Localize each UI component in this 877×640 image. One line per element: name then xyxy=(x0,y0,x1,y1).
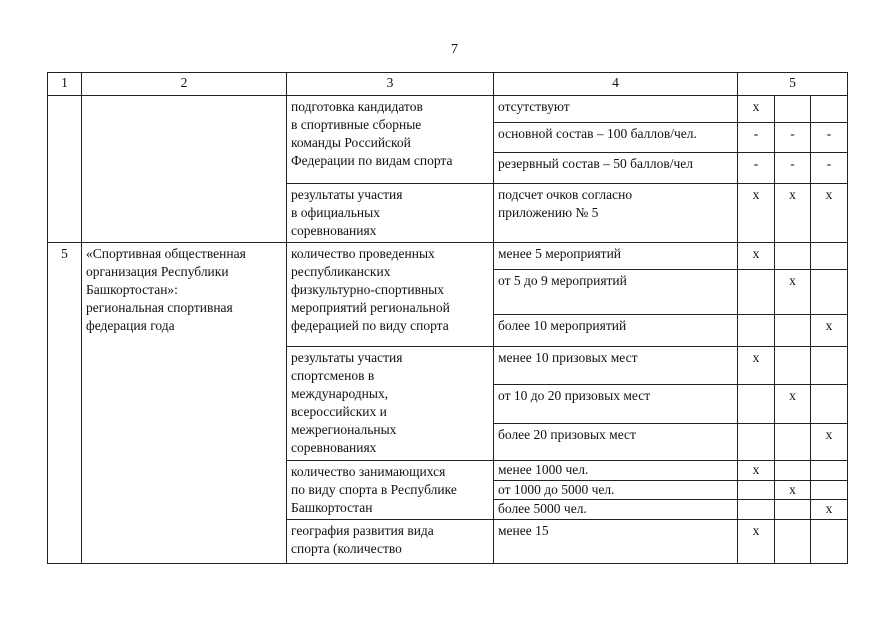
text-line: результаты участия xyxy=(291,350,403,365)
mark-cell: - xyxy=(811,153,848,184)
condition-cell: более 5000 чел. xyxy=(494,500,738,520)
mark-cell xyxy=(811,480,848,500)
condition-cell: менее 10 призовых мест xyxy=(494,347,738,385)
criteria-table xyxy=(47,72,848,564)
mark-cell xyxy=(775,424,811,461)
table-row xyxy=(48,96,848,123)
text-line: в официальных xyxy=(291,205,380,220)
text-line: подготовка кандидатов xyxy=(291,99,423,114)
condition-cell: менее 5 мероприятий xyxy=(494,243,738,270)
mark-cell xyxy=(811,461,848,481)
mark-cell xyxy=(811,270,848,315)
organization-cell xyxy=(82,243,287,564)
condition-cell: менее 15 xyxy=(494,520,738,564)
mark-cell: x xyxy=(775,270,811,315)
criterion-cell xyxy=(287,184,494,243)
mark-cell xyxy=(775,96,811,123)
text-line: подсчет очков согласно xyxy=(498,187,633,202)
text-line: приложению № 5 xyxy=(498,205,599,220)
condition-cell: менее 1000 чел. xyxy=(494,461,738,481)
text-line: по виду спорта в Республике xyxy=(291,482,457,497)
criterion-cell xyxy=(287,461,494,520)
mark-cell xyxy=(811,347,848,385)
mark-cell xyxy=(738,270,775,315)
text-line: соревнованиях xyxy=(291,440,377,455)
text-line: спорта (количество xyxy=(291,541,402,556)
mark-cell xyxy=(775,520,811,564)
text-line: федерацией по виду спорта xyxy=(291,318,449,333)
condition-cell xyxy=(494,184,738,243)
mark-cell: x xyxy=(775,385,811,424)
condition-cell: отсутствуют xyxy=(494,96,738,123)
text-line: Федерации по видам спорта xyxy=(291,153,453,168)
mark-cell: x xyxy=(811,184,848,243)
text-line: республиканских xyxy=(291,264,391,279)
text-line: команды Российской xyxy=(291,135,411,150)
mark-cell xyxy=(775,347,811,385)
header-cell: 1 xyxy=(48,73,82,96)
mark-cell: x xyxy=(811,424,848,461)
mark-cell: x xyxy=(738,96,775,123)
criterion-cell xyxy=(287,96,494,184)
text-line: количество проведенных xyxy=(291,246,435,261)
mark-cell xyxy=(811,385,848,424)
text-line: спортсменов в xyxy=(291,368,375,383)
text-line: организация Республики xyxy=(86,264,229,279)
text-line: региональная спортивная xyxy=(86,300,233,315)
mark-cell: x xyxy=(738,184,775,243)
mark-cell: x xyxy=(811,500,848,520)
text-line: в спортивные сборные xyxy=(291,117,422,132)
mark-cell xyxy=(775,461,811,481)
mark-cell: x xyxy=(738,243,775,270)
text-line: Башкортостан»: xyxy=(86,282,178,297)
text-line: федерация года xyxy=(86,318,175,333)
page-number: 7 xyxy=(451,42,458,57)
text-line: результаты участия xyxy=(291,187,403,202)
organization-cell xyxy=(82,96,287,243)
mark-cell: x xyxy=(738,520,775,564)
condition-cell: от 1000 до 5000 чел. xyxy=(494,480,738,500)
mark-cell xyxy=(811,243,848,270)
mark-cell: x xyxy=(738,347,775,385)
condition-cell: более 10 мероприятий xyxy=(494,315,738,347)
header-cell: 3 xyxy=(287,73,494,96)
table-row xyxy=(48,243,848,270)
number-cell: 5 xyxy=(48,243,82,564)
mark-cell xyxy=(738,315,775,347)
mark-cell: x xyxy=(738,461,775,481)
mark-cell: - xyxy=(775,153,811,184)
condition-cell: от 10 до 20 призовых мест xyxy=(494,385,738,424)
condition-cell: более 20 призовых мест xyxy=(494,424,738,461)
mark-cell: x xyxy=(811,315,848,347)
mark-cell xyxy=(811,520,848,564)
text-line: международных, xyxy=(291,386,389,401)
text-line: Башкортостан xyxy=(291,500,373,515)
mark-cell xyxy=(738,500,775,520)
mark-cell xyxy=(738,424,775,461)
text-line: «Спортивная общественная xyxy=(86,246,246,261)
text-line: соревнованиях xyxy=(291,223,377,238)
text-line: мероприятий региональной xyxy=(291,300,450,315)
condition-cell: основной состав – 100 баллов/чел. xyxy=(494,123,738,153)
criterion-cell xyxy=(287,243,494,347)
text-line: межрегиональных xyxy=(291,422,397,437)
mark-cell: - xyxy=(738,153,775,184)
header-cell: 2 xyxy=(82,73,287,96)
condition-cell: от 5 до 9 мероприятий xyxy=(494,270,738,315)
mark-cell: - xyxy=(775,123,811,153)
criterion-cell xyxy=(287,347,494,461)
mark-cell xyxy=(775,315,811,347)
mark-cell: - xyxy=(811,123,848,153)
mark-cell: - xyxy=(738,123,775,153)
mark-cell xyxy=(775,243,811,270)
criterion-cell xyxy=(287,520,494,564)
number-cell xyxy=(48,96,82,243)
text-line: география развития вида xyxy=(291,523,434,538)
header-row xyxy=(48,73,848,96)
mark-cell xyxy=(738,385,775,424)
condition-cell: резервный состав – 50 баллов/чел xyxy=(494,153,738,184)
text-line: физкультурно-спортивных xyxy=(291,282,444,297)
mark-cell xyxy=(811,96,848,123)
text-line: всероссийских и xyxy=(291,404,387,419)
mark-cell xyxy=(775,500,811,520)
mark-cell: x xyxy=(775,480,811,500)
header-cell: 4 xyxy=(494,73,738,96)
header-cell: 5 xyxy=(738,73,848,96)
mark-cell: x xyxy=(775,184,811,243)
text-line: количество занимающихся xyxy=(291,464,446,479)
mark-cell xyxy=(738,480,775,500)
